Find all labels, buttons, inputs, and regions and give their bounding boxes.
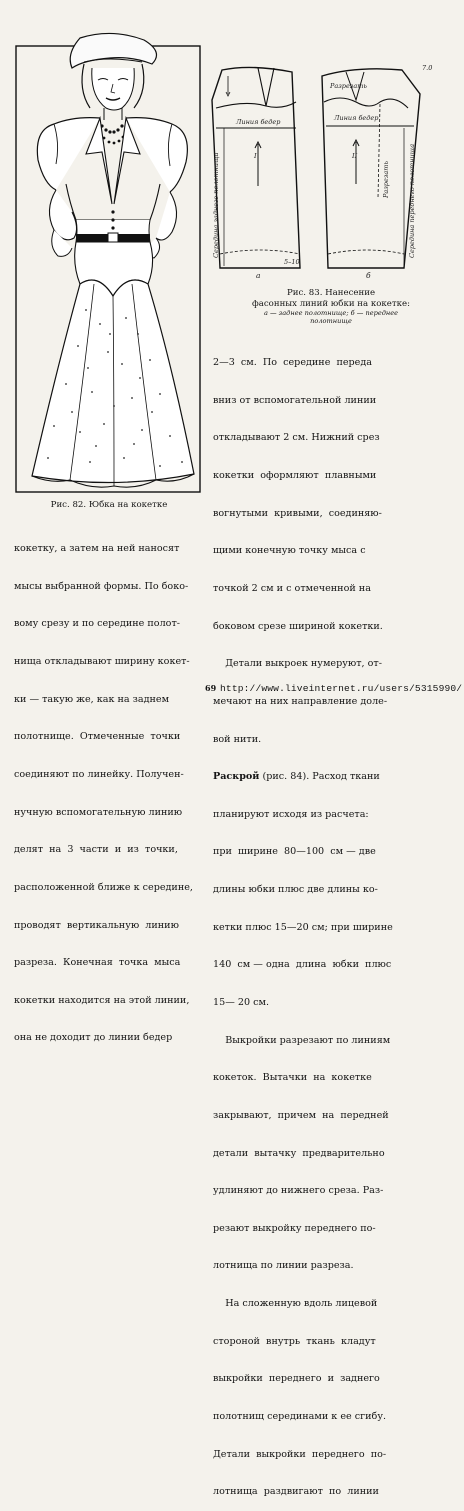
text-line: стороной внутрь ткань кладут (213, 1335, 376, 1347)
text-line: ки — такую же, как на заднем (14, 693, 170, 705)
panel-a-label: а (256, 271, 261, 280)
text-line: 2—3 см. По середине переда (213, 357, 372, 369)
panel-number-b: II (352, 152, 358, 160)
text-line: мечают на них направление доле- (213, 695, 388, 707)
text-line: детали вытачку предварительно (213, 1147, 385, 1159)
text-line: щими конечную точку мыса с (213, 545, 366, 557)
text-line: делят на 3 части и из точки, (14, 844, 178, 856)
text-line: она не доходит до линии бедер (14, 1032, 173, 1044)
text-line: лотнища раздвигают по линии (213, 1486, 379, 1498)
text-line: кетки плюс 15—20 см; при ширине (213, 921, 393, 933)
text-line: полотнищ серединами к ее сгибу. (213, 1411, 387, 1423)
cutting-paragraph-start (213, 771, 453, 784)
text-line: кокетки оформляют плавными (213, 470, 377, 482)
text-line: вниз от вспомогательной линии (213, 394, 377, 406)
text-line: планируют исходя из расчета: (213, 808, 369, 820)
text-line: нища откладывают ширину кокет- (14, 656, 190, 668)
text-line: выкройки переднего и заднего (213, 1373, 380, 1385)
text-line: разреза. Конечная точка мыса (14, 957, 181, 969)
hip-line-label-b: Линия бедер (334, 114, 379, 122)
figure-83-caption-line2: фасонных линий юбки на кокетке: (252, 298, 410, 309)
text-line: полотнище. Отмеченные точки (14, 731, 181, 743)
figure-83-caption-line1: Рис. 83. Нанесение (286, 288, 376, 298)
text-line: вогнутыми кривыми, соединяю- (213, 507, 382, 519)
text-line: мысы выбранной формы. По боко- (14, 580, 189, 592)
text-line: резают выкройку переднего по- (213, 1222, 376, 1234)
hip-line-label-a: Линия бедер (236, 118, 281, 126)
figure-83-caption-line3: а — заднее полотнище; б — переднее (263, 309, 399, 317)
front-center-label: Середина переднего полотнища (408, 143, 416, 258)
panel-b-label: б (366, 271, 371, 280)
top-right-mark: 7.0 (422, 64, 433, 72)
pattern-panel-b (322, 69, 420, 268)
cutting-heading: Раскрой (213, 771, 260, 783)
source-url: http://www.liveinternet.ru/users/5315990/ (220, 683, 463, 694)
text-line: точкой 2 см и с отмеченной на (213, 582, 371, 594)
text-line: вой нити. (213, 733, 262, 745)
text-line: Детали выкроек нумеруют, от- (213, 658, 382, 670)
text-line: лотнища по линии разреза. (213, 1260, 354, 1272)
text-line: боковом срезе шириной кокетки. (213, 620, 383, 632)
text-line: 15— 20 см. (213, 996, 269, 1008)
cut-label-b-top: Разрезать (330, 82, 367, 90)
text-line: проводят вертикальную линию (14, 919, 179, 931)
text-line: На сложенную вдоль лицевой (213, 1298, 378, 1310)
cut-label-b-side: Разрезать (382, 161, 390, 198)
text-line: вому срезу и по середине полот- (14, 618, 180, 630)
text-line: нучную вспомогательную линию (14, 806, 183, 818)
panel-number-a: I (254, 152, 257, 160)
figure-83-caption-line4: полотнище (310, 317, 352, 325)
text-line: соединяют по линейку. Получен- (14, 768, 184, 780)
left-text-column (14, 518, 210, 1058)
right-text-column (213, 332, 453, 1511)
skirt-pattern-drawing (206, 58, 454, 280)
text-line: при ширине 80—100 см — две (213, 846, 376, 858)
pattern-panel-a (212, 67, 300, 268)
text-line: закрывают, причем на передней (213, 1109, 389, 1121)
text-line: длины юбки плюс две длины ко- (213, 884, 378, 896)
text-line: кокетку, а затем на ней наносят (14, 543, 180, 555)
text-line: кокеток. Вытачки на кокетке (213, 1072, 372, 1084)
corner-mark-label: 5–10 (284, 258, 300, 266)
figure-83-caption (206, 288, 456, 325)
text-line: Выкройки разрезают по линиям (213, 1034, 391, 1046)
fashion-sketch-drawing (14, 34, 204, 496)
text-line: кокетки находится на этой линии, (14, 994, 190, 1006)
text-line: расположенной ближе к середине, (14, 881, 193, 893)
figure-82-caption: Рис. 82. Юбка на кокетке (50, 500, 168, 510)
figure-82-illustration (14, 34, 204, 496)
text-line: Детали выкройки переднего по- (213, 1448, 387, 1460)
page-number: 69 (205, 683, 217, 693)
figure-83-diagram (206, 58, 454, 280)
text-line: 140 см — одна длина юбки плюс (213, 959, 392, 971)
text-line: (рис. 84). Расход ткани (259, 771, 380, 783)
text-line: удлиняют до нижнего среза. Раз- (213, 1185, 384, 1197)
text-line: откладывают 2 см. Нижний срез (213, 432, 380, 444)
back-center-label: Середина заднего полотнища (212, 152, 220, 258)
